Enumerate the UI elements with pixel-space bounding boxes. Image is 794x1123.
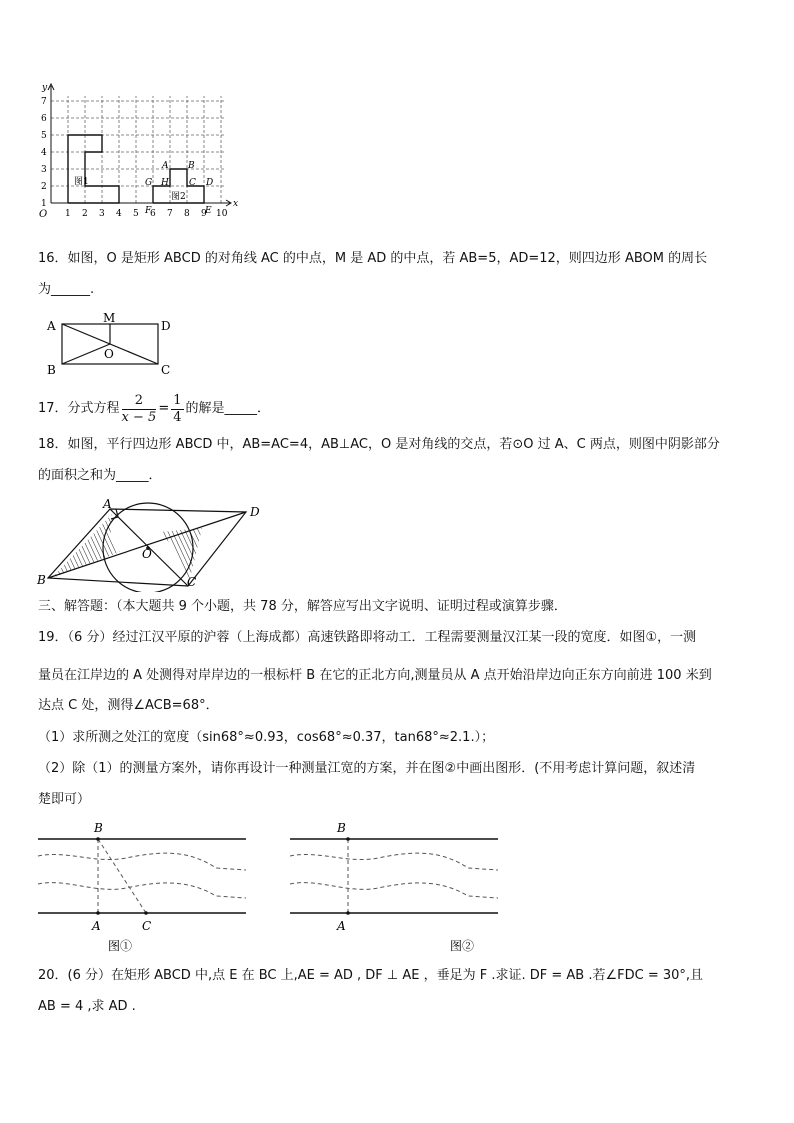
q16-text-line1: 16．如图，O 是矩形 ABCD 的对角线 AC 的中点，M 是 AD 的中点，若 AB=5，AD=12，则四边形 ABOM 的周长 — [38, 251, 708, 266]
q16-label-C: C — [161, 363, 171, 377]
x-tick: 1 — [65, 209, 71, 219]
q16-label-D: D — [161, 319, 171, 333]
q19-fig2-label-B: B — [337, 821, 346, 835]
section-3-heading: 三、解答题：（本大题共 9 个小题，共 78 分，解答应写出文字说明、证明过程或演算步骤． — [38, 599, 567, 614]
q19-sub2-line2: 楚即可） — [38, 792, 91, 807]
grid-figure — [30, 78, 260, 238]
q19-text-line1: 19．（6 分）经过江汉平原的沪蓉（上海成都）高速铁路即将动工．工程需要测量汉江某一段的宽度．如图①，一测 — [38, 630, 697, 645]
q17-fraction-right — [171, 393, 183, 426]
point-label-C: C — [189, 178, 196, 188]
x-tick: 6 — [150, 209, 156, 219]
q19-fig1-label-C: C — [142, 919, 152, 933]
q19-fig2-caption: 图② — [450, 939, 475, 953]
q17-fraction-left — [122, 393, 157, 426]
x-tick: 8 — [184, 209, 190, 219]
fig2-label: 图2 — [171, 192, 186, 202]
q19-river-figure-1 — [36, 818, 251, 958]
x-tick: 3 — [99, 209, 105, 219]
point-label-H: H — [161, 178, 169, 188]
q16-rectangle-figure — [40, 308, 190, 380]
q17-line — [38, 389, 270, 429]
x-tick: 4 — [116, 209, 122, 219]
q17-equals: = — [158, 401, 170, 416]
q17-frac1-denominator: x − 5 — [121, 409, 157, 425]
q17-suffix: 的解是_____． — [185, 401, 271, 416]
x-tick: 9 — [201, 209, 207, 219]
q18-label-C: C — [187, 575, 197, 589]
x-tick: 7 — [167, 209, 173, 219]
q18-label-O: O — [142, 547, 152, 561]
q20-text-line1: 20．(6 分）在矩形 ABCD 中,点 E 在 BC 上,AE = AD , DF ⊥ AE ，垂足为 F .求证. DF = AB .若∠FDC = 30°,且 — [38, 968, 704, 983]
y-tick: 4 — [41, 148, 47, 158]
q19-sub2-line1: （2）除（1）的测量方案外，请你再设计一种测量江宽的方案，并在图②中画出图形．(不用考虑计算问题，叙述清 — [38, 761, 696, 776]
y-tick: 6 — [41, 114, 47, 124]
point-label-G: G — [145, 178, 153, 188]
q18-label-D: D — [250, 505, 260, 519]
q16-label-M: M — [103, 311, 116, 325]
q18-label-A: A — [103, 497, 112, 511]
y-tick: 1 — [41, 199, 47, 209]
y-tick: 3 — [41, 165, 47, 175]
point-label-D: D — [206, 178, 214, 188]
q19-fig1-caption: 图① — [108, 939, 133, 953]
q19-text-line3: 达点 C 处，测得∠ACB=68°． — [38, 698, 219, 713]
x-tick: 2 — [82, 209, 88, 219]
y-tick: 5 — [41, 131, 47, 141]
x-tick: 10 — [216, 209, 228, 219]
x-tick: 5 — [133, 209, 139, 219]
q18-text-line1: 18．如图，平行四边形 ABCD 中，AB=AC=4，AB⊥AC，O 是对角线的交点，若⊙O 过 A、C 两点，则图中阴影部分 — [38, 437, 720, 452]
point-label-B: B — [188, 161, 195, 171]
point-label-E: E — [205, 206, 212, 216]
q17-frac2-denominator: 4 — [173, 409, 182, 425]
x-axis-label: x — [233, 199, 239, 209]
q19-sub1: （1）求所测之处江的宽度（sin68°≈0.93，cos68°≈0.37，tan68°≈2.1.）； — [38, 730, 495, 745]
q17-frac1-numerator: 2 — [122, 393, 157, 410]
q16-label-A: A — [47, 319, 56, 333]
point-label-F: F — [145, 206, 152, 216]
q19-fig2-label-A: A — [337, 919, 346, 933]
y-tick: 2 — [41, 182, 47, 192]
q19-fig1-label-A: A — [92, 919, 101, 933]
q19-river-figure-2 — [288, 818, 503, 958]
q18-parallelogram-figure — [30, 492, 270, 592]
q17-frac2-numerator: 1 — [173, 392, 182, 408]
q16-text-line2: 为______. — [38, 282, 95, 297]
y-axis-label: y — [42, 83, 48, 93]
q16-label-B: B — [47, 363, 56, 377]
q18-text-line2: 的面积之和为_____． — [38, 468, 162, 483]
q16-label-O: O — [104, 347, 114, 361]
q19-text-line2: 量员在江岸边的 A 处测得对岸岸边的一根标杆 B 在它的正北方向,测量员从 A 点开始沿岸边向正东方向前进 100 米到 — [38, 668, 712, 683]
q20-text-line2: AB = 4 ,求 AD . — [38, 999, 136, 1014]
fig1-label: 图1 — [74, 177, 89, 187]
point-label-A: A — [162, 161, 169, 171]
q17-prefix: 17．分式方程 — [38, 401, 120, 416]
y-tick: 7 — [41, 97, 47, 107]
q19-fig1-label-B: B — [94, 821, 103, 835]
q18-label-B: B — [37, 573, 46, 587]
origin-label: O — [39, 209, 48, 220]
